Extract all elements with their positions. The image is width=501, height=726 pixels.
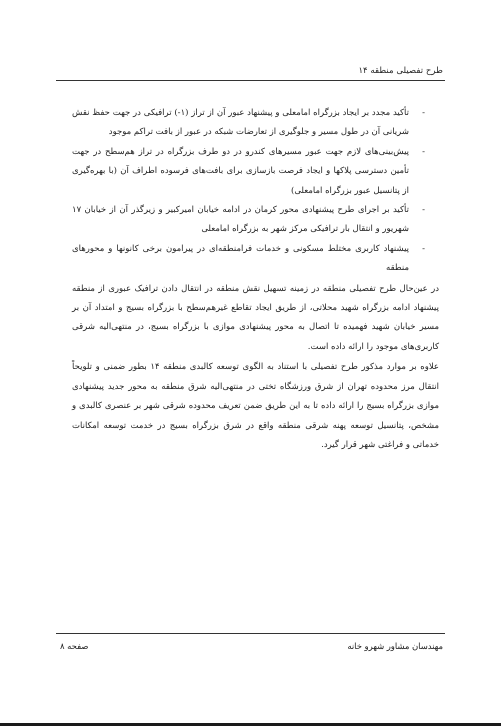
bullet-text: تأکید بر اجرای طرح پیشنهادی محور کرمان در ادامه خیابان امیرکبیر و زیرگذر آن از خیابان ۱۷ شهریور و انتقال بار ترافیکی مرکز شهر به بزرگراه امامعلی: [72, 205, 409, 235]
bullet-list: [72, 104, 425, 279]
bullet-marker: -: [422, 205, 425, 216]
bullet-item: [72, 104, 425, 143]
bullet-text: پیشنهاد کاربری مختلط مسکونی و خدمات فرامنطقه‌ای در پیرامون برخی کانونها و محورهای منطقه: [72, 243, 409, 274]
footer-company: مهندسان مشاور شهرو خانه: [347, 641, 443, 651]
bullet-item: [72, 143, 425, 201]
header-rule: [56, 80, 445, 81]
bullet-text: تأکید مجدد بر ایجاد بزرگراه امامعلی و پیشنهاد عبور آن از تراز (۱-) ترافیکی در جهت حفظ نقش شریانی آن در طول مسیر و جلوگیری از تعارضات شبکه در عبور از بافت تراکم موجود: [72, 108, 410, 138]
footer-rule: [56, 633, 445, 634]
bullet-text: پیش‌بینی‌های لازم جهت عبور مسیرهای کندرو در دو طرف بزرگراه در تراز هم‌سطح در جهت تأمین دسترسی پلاکها و ایجاد فرصت بازسازی برای بافت‌های فرسوده اطراف آن (با بهره‌گیری از پتانسیل عبور بزرگراه امامعلی): [72, 146, 409, 196]
running-header-title: طرح تفصیلی منطقه ۱۴: [358, 66, 443, 76]
footer-page-indicator: [60, 641, 88, 651]
body-paragraph: در عین‌حال طرح تفصیلی منطقه در زمینه تسهیل نقش منطقه در انتقال دادن ترافیک عبوری از منطقه پیشنهاد ادامه بزرگراه شهید محلاتی، از طریق ایجاد تقاطع غیرهم‌سطح با بزرگراه بسیج و امتداد آن بر مسیر خیابان شهید فهمیده تا اتصال به محور پیشنهادی موازی با بزرگراه بسیج، در منتهی‌الیه شرقی کاربری‌های موجود را ارائه داده است.: [72, 283, 439, 352]
bullet-marker: -: [422, 243, 425, 254]
page-label: صفحه: [67, 641, 89, 651]
bullet-item: [72, 240, 425, 279]
body-text: [72, 104, 439, 455]
bullet-marker: -: [422, 108, 425, 118]
bullet-marker: -: [422, 146, 425, 157]
bullet-item: [72, 201, 425, 240]
page-number: ۸: [60, 641, 65, 651]
body-paragraph: علاوه بر موارد مذکور طرح تفصیلی با استناد به الگوی توسعه کالبدی منطقه ۱۴ بطور ضمنی و تلویحاً انتقال مرز محدوده تهران از شرق ورزشگاه تختی در منتهی‌الیه شرق منطقه به محور جدید پیشنهادی موازی بزرگراه بسیج را ارائه داده تا به این طریق ضمن تعریف محدوده شرقی شهر بر عنصری کالبدی و مشخص، پتانسیل توسعه پهنه شرقی منطقه واقع در شرق بزرگراه بسیج در خدمت توسعه امکانات خدماتی و فراغتی شهر قرار گیرد.: [72, 362, 439, 450]
